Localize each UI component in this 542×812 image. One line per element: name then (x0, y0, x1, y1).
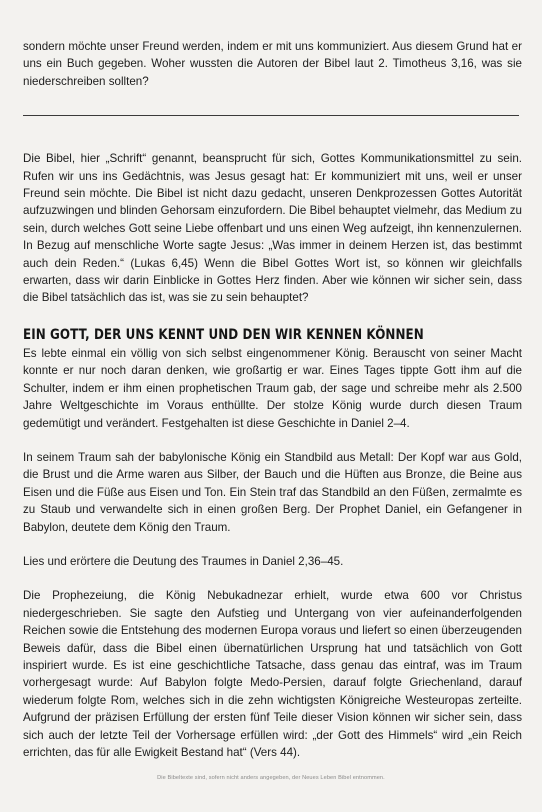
footer-note: Die Bibeltexte sind, sofern nicht anders angegeben, der Neues Leben Bibel entnommen. (157, 775, 385, 781)
read-instruction: Lies und erörtere die Deutung des Traumes in Daniel 2,36–45. (23, 554, 344, 568)
prophecy-paragraph: Die Prophezeiung, die König Nebukadnezar erhielt, wurde etwa 600 vor Christus niedergeschrieben. Sie sagte den Aufstieg und Untergang von vier aufeinanderfolgenden Reichen sowie die Entstehung des modernen Europa voraus und liefert so einen überzeugenden Beweis dafür, dass die Bibel einen übernatürlichen Ursprung hat und tatsächlich von Gott inspiriert wurde. Es ist eine geschichtliche Tatsache, dass genau das eintraf, was im Traum vorhergesagt wurde: Auf Babylon folgte Medo-Persien, darauf folgte Griechenland, darauf wiederum folgte Rom, welches sich in die zehn wichtigsten Königreiche Westeuropas zerteilte. Aufgrund der präzisen Erfüllung der ersten fünf Teile dieser Vision können wir sicher sein, dass sich auch der letzte Teil der Vorhersage erfüllen wird: „der Gott des Himmels“ wird „ein Reich errichten, das für alle Ewigkeit Bestand hat“ (Vers 44). (23, 589, 522, 759)
king-story-paragraph: Es lebte einmal ein völlig von sich selbst eingenommener König. Berauscht von seiner Macht konnte er nur noch daran denken, wie großartig er war. Eines Tages tippte Gott ihm auf die Schulter, indem er ihm einen prophetischen Traum gab, der sage und schreibe mehr als 2.500 Jahre Weltgeschichte im Voraus enthüllte. Der stolze König wurde durch diesen Traum gedemütigt und verändert. Festgehalten ist diese Geschichte in Daniel 2–4. (23, 346, 522, 430)
answer-line[interactable] (23, 115, 519, 116)
bible-communication-paragraph: Die Bibel, hier „Schrift“ genannt, beansprucht für sich, Gottes Kommunikationsmittel zu sein. Rufen wir uns ins Gedächtnis, was Jesus gesagt hat: Er kommuniziert mit uns, weil er unser Freund sein möchte. Die Bibel ist nicht dazu gedacht, unseren Denkprozessen Gottes Autorität aufzuzwingen und blinden Gehorsam einzufordern. Die Bibel behauptet vielmehr, das Medium zu sein, durch welches Gott seine Liebe offenbart und uns einen Weg aufzeigt, ihn kennenzulernen. In Bezug auf menschliche Worte sagte Jesus: „Was immer in deinem Herzen ist, das bestimmt auch dein Reden.“ (Lukas 6,45) Wenn die Bibel Gottes Wort ist, so können wir gleichfalls erwarten, dass wir darin Einblicke in Gottes Herz finden. Aber wie können wir sicher sein, dass die Bibel tatsächlich das ist, was sie zu sein behauptet? (23, 152, 522, 305)
intro-paragraph: sondern möchte unser Freund werden, indem er mit uns kommuniziert. Aus diesem Grund hat er uns ein Buch gegeben. Woher wussten die Autoren der Bibel laut 2. Timotheus 3,16, was sie niederschreiben sollten? (23, 40, 522, 88)
dream-paragraph: In seinem Traum sah der babylonische König ein Standbild aus Metall: Der Kopf war aus Gold, die Brust und die Arme waren aus Silber, der Bauch und die Hüften aus Bronze, die Beine aus Eisen und die Füße aus Eisen und Ton. Ein Stein traf das Standbild an den Füßen, zermalmte es zu Staub und verwandelte sich in einen großen Berg. Der Prophet Daniel, ein Gefangener in Babylon, deutete dem König den Traum. (23, 450, 522, 534)
section-heading: EIN GOTT, DER UNS KENNT UND DEN WIR KENNEN KÖNNEN (23, 326, 424, 343)
